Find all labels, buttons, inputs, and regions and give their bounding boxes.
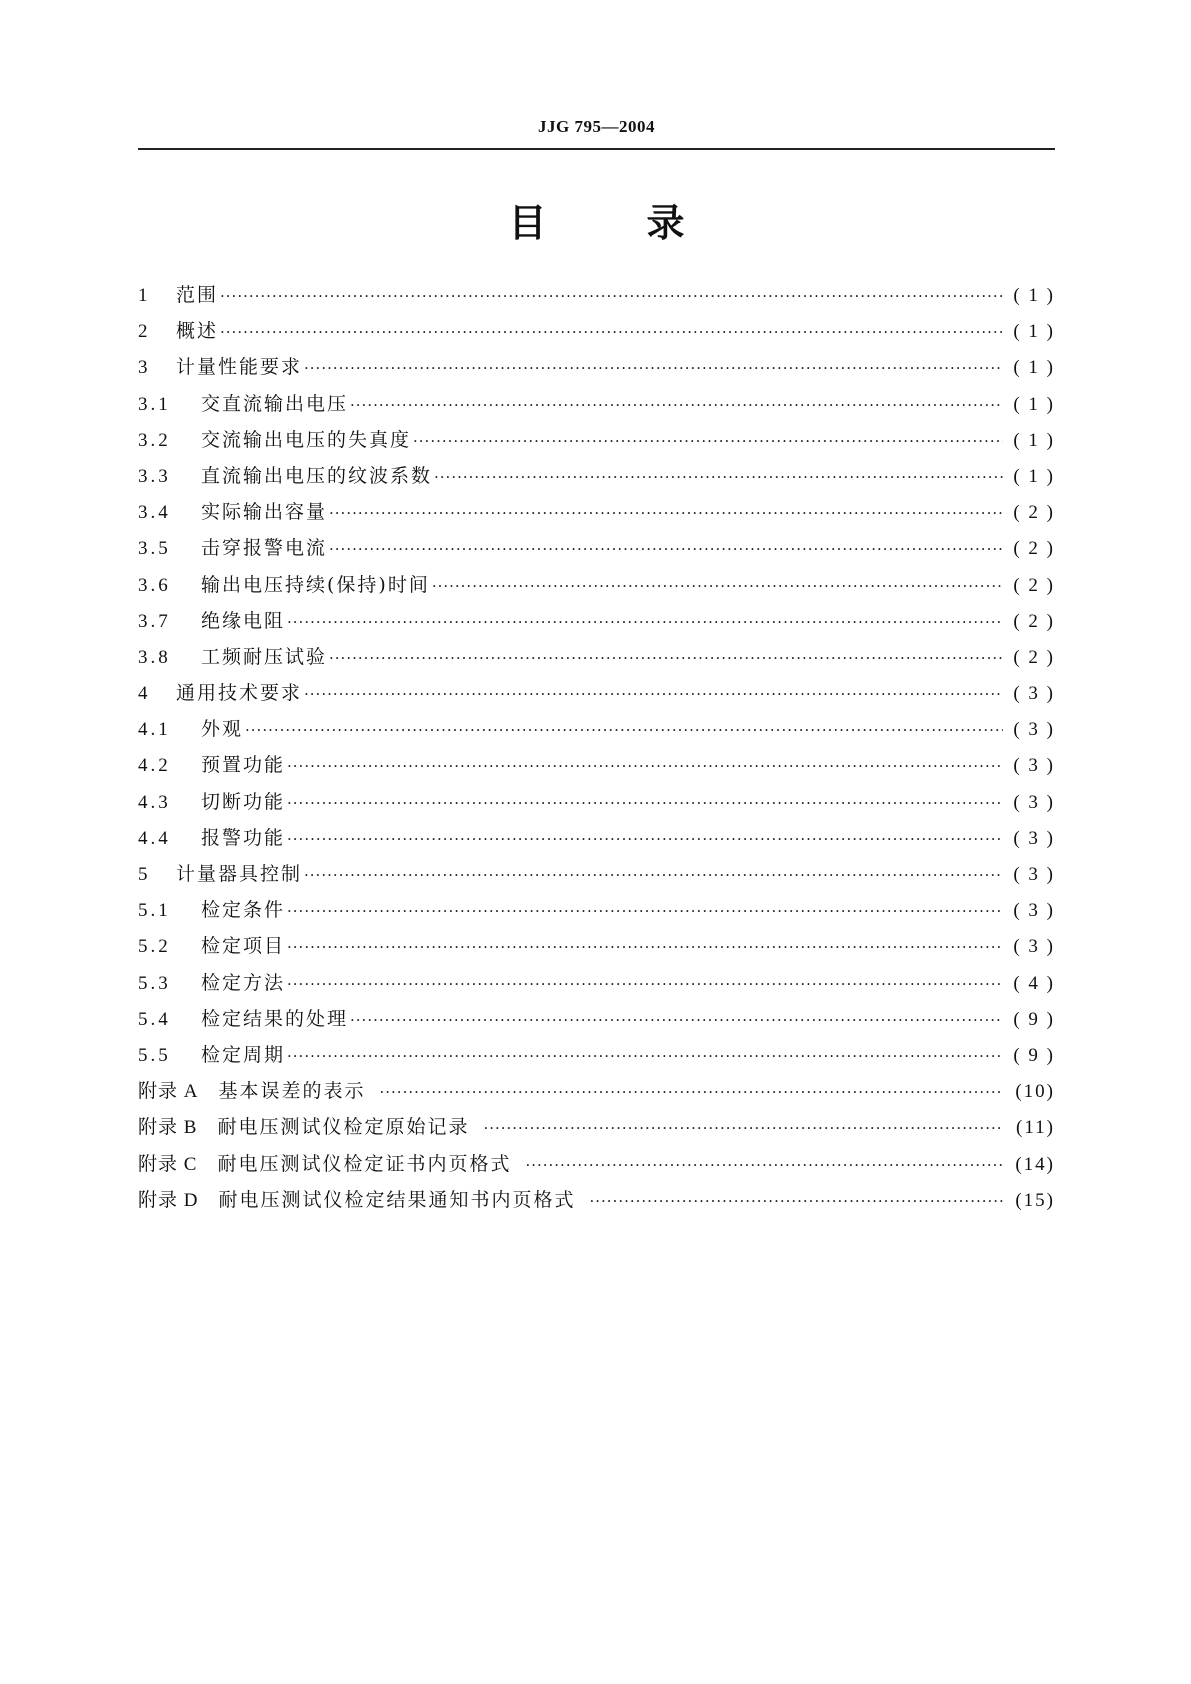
toc-leader-dots: [525, 1147, 1003, 1183]
toc-entry-label: 检定结果的处理: [201, 1007, 349, 1030]
toc-leader-dots: [350, 1002, 1003, 1038]
toc-leader-dots: [304, 350, 1003, 386]
toc-entry-page: ( 3 ): [1013, 827, 1055, 849]
toc-entry-number: 4.1: [138, 719, 171, 741]
toc-entry-page: ( 3 ): [1013, 755, 1055, 777]
toc-entry[interactable]: [138, 892, 1055, 928]
toc-entry-page: ( 3 ): [1013, 791, 1055, 813]
toc-entry-number: 附录 A: [138, 1081, 199, 1103]
toc-entry-label: 绝缘电阻: [201, 609, 286, 632]
toc-entry[interactable]: [138, 422, 1055, 458]
toc-entry-number: 5.2: [138, 936, 171, 958]
toc-entry-page: ( 4 ): [1013, 972, 1055, 994]
toc-entry[interactable]: [138, 928, 1055, 964]
toc-entry[interactable]: [138, 747, 1055, 783]
toc-entry-label: 输出电压持续(保持)时间: [201, 573, 430, 596]
toc-leader-dots: [287, 1038, 1003, 1074]
toc-entry-page: ( 2 ): [1013, 610, 1055, 632]
toc-leader-dots: [483, 1110, 1003, 1146]
toc-entry-page: ( 1 ): [1013, 357, 1055, 379]
toc-leader-dots: [287, 929, 1003, 965]
toc-entry-page: ( 3 ): [1013, 864, 1055, 885]
toc-entry-page: ( 3 ): [1013, 683, 1055, 705]
toc-entry[interactable]: [138, 784, 1055, 820]
toc-entry-label: 实际输出容量: [201, 501, 328, 524]
toc-entry-page: ( 1 ): [1013, 465, 1055, 487]
toc-entry-number: 3.2: [138, 429, 171, 451]
toc-entry-label: 击穿报警电流: [201, 537, 328, 560]
toc-entry-page: ( 2 ): [1013, 646, 1055, 668]
toc-entry-page: (10): [1015, 1081, 1055, 1103]
toc-entry-page: ( 2 ): [1013, 538, 1055, 560]
toc-leader-dots: [432, 568, 1003, 604]
toc-leader-dots: [380, 1074, 1004, 1110]
toc-leader-dots: [287, 604, 1003, 640]
toc-entry-number: 附录 B: [138, 1117, 198, 1139]
toc-leader-dots: [287, 893, 1003, 929]
toc-entry[interactable]: [138, 675, 1055, 711]
toc-entry-number: 4.3: [138, 791, 171, 813]
toc-entry-number: 3.4: [138, 502, 171, 524]
toc-entry-appendix[interactable]: [138, 1182, 1055, 1218]
toc-entry-label: 通用技术要求: [176, 682, 303, 705]
toc-entry-number: 3.3: [138, 465, 171, 487]
toc-leader-dots: [329, 640, 1003, 676]
toc-title: [138, 192, 1055, 247]
toc-entry-label: 检定方法: [201, 971, 286, 994]
page-header: [138, 117, 1055, 137]
toc-entry-label: 外观: [201, 718, 244, 741]
toc-entry[interactable]: [138, 965, 1055, 1001]
header-rule: [138, 148, 1055, 150]
toc-entry-page: ( 2 ): [1013, 502, 1055, 524]
toc-entry-number: 2: [138, 321, 151, 343]
toc-entry-page: ( 1 ): [1013, 393, 1055, 415]
toc-entry-page: (11): [1016, 1117, 1055, 1139]
toc-entry-number: 5: [138, 864, 151, 885]
toc-entry-label: 计量器具控制: [176, 863, 303, 885]
toc-entry[interactable]: [138, 1001, 1055, 1037]
toc-entry[interactable]: [138, 386, 1055, 422]
toc-entry-label: 范围: [176, 284, 219, 306]
toc-entry-page: ( 9 ): [1013, 1008, 1055, 1030]
toc-entry-number: 3.6: [138, 574, 171, 596]
toc-entry-page: (15): [1015, 1189, 1055, 1211]
toc-leader-dots: [287, 748, 1003, 784]
toc-leader-dots: [350, 387, 1003, 423]
toc-entry-number: 4: [138, 683, 151, 705]
toc-entry-page: ( 3 ): [1013, 900, 1055, 922]
toc-leader-dots: [287, 785, 1003, 821]
toc-entry-number: 附录 D: [138, 1189, 199, 1211]
toc-list: [138, 277, 1055, 1218]
toc-entry-appendix[interactable]: [138, 1109, 1055, 1145]
toc-leader-dots: [220, 278, 1003, 314]
toc-leader-dots: [287, 821, 1003, 857]
toc-entry-label: 检定周期: [201, 1043, 286, 1066]
toc-leader-dots: [329, 531, 1003, 567]
toc-entry[interactable]: [138, 820, 1055, 856]
toc-entry-label: 直流输出电压的纹波系数: [201, 464, 433, 487]
toc-entry-label: 切断功能: [201, 790, 286, 813]
toc-leader-dots: [413, 423, 1003, 459]
toc-leader-dots: [329, 495, 1003, 531]
toc-entry-page: ( 1 ): [1013, 429, 1055, 451]
toc-entry-label: 计量性能要求: [176, 356, 303, 379]
toc-leader-dots: [304, 857, 1003, 893]
toc-entry-appendix[interactable]: [138, 1146, 1055, 1182]
toc-entry-number: 5.1: [138, 900, 171, 922]
toc-entry-label: 概述: [176, 320, 219, 343]
toc-entry[interactable]: [138, 856, 1055, 892]
toc-entry-page: ( 3 ): [1013, 936, 1055, 958]
toc-entry-number: 5.5: [138, 1044, 171, 1066]
toc-entry-number: 4.4: [138, 827, 171, 849]
toc-entry-label: 预置功能: [201, 754, 286, 777]
toc-entry-number: 3.7: [138, 610, 171, 632]
toc-entry[interactable]: [138, 277, 1055, 313]
toc-entry-label: 检定项目: [201, 935, 286, 958]
toc-entry[interactable]: [138, 639, 1055, 675]
toc-entry-label: 耐电压测试仪检定结果通知书内页格式: [218, 1188, 576, 1211]
toc-leader-dots: [220, 314, 1003, 350]
toc-entry-page: ( 1 ): [1013, 321, 1055, 343]
toc-entry-number: 5.3: [138, 972, 171, 994]
toc-entry-label: 耐电压测试仪检定原始记录: [217, 1116, 470, 1139]
toc-entry[interactable]: [138, 603, 1055, 639]
toc-entry-page: ( 9 ): [1013, 1044, 1055, 1066]
toc-entry-number: 3.1: [138, 393, 171, 415]
toc-entry-page: ( 3 ): [1013, 719, 1055, 741]
toc-entry-number: 3: [138, 357, 151, 379]
toc-entry-appendix[interactable]: [138, 1073, 1055, 1109]
toc-leader-dots: [304, 676, 1003, 712]
toc-entry-number: 3.5: [138, 538, 171, 560]
toc-entry-number: 5.4: [138, 1008, 171, 1030]
toc-entry[interactable]: [138, 458, 1055, 494]
toc-entry-label: 报警功能: [201, 826, 286, 849]
toc-entry-page: ( 2 ): [1013, 574, 1055, 596]
toc-entry[interactable]: [138, 494, 1055, 530]
toc-leader-dots: [245, 712, 1003, 748]
toc-entry-number: 3.8: [138, 646, 171, 668]
toc-entry[interactable]: [138, 313, 1055, 349]
toc-entry[interactable]: [138, 711, 1055, 747]
toc-entry[interactable]: [138, 1037, 1055, 1073]
toc-entry-number: 1: [138, 285, 151, 306]
toc-leader-dots: [590, 1183, 1004, 1219]
toc-leader-dots: [287, 966, 1003, 1002]
toc-entry[interactable]: [138, 349, 1055, 385]
toc-entry[interactable]: [138, 567, 1055, 603]
toc-entry-page: ( 1 ): [1013, 285, 1055, 306]
toc-entry[interactable]: [138, 530, 1055, 566]
toc-leader-dots: [434, 459, 1003, 495]
toc-entry-number: 4.2: [138, 755, 171, 777]
toc-entry-label: 交流输出电压的失真度: [201, 428, 412, 451]
standard-code: JJG 795—2004: [538, 117, 655, 136]
toc-title-char-1: 目: [508, 201, 547, 245]
toc-entry-number: 附录 C: [138, 1153, 198, 1175]
toc-entry-label: 交直流输出电压: [201, 392, 349, 415]
toc-entry-label: 耐电压测试仪检定证书内页格式: [217, 1152, 512, 1175]
toc-entry-label: 基本误差的表示: [218, 1080, 366, 1103]
toc-title-char-2: 录: [646, 201, 685, 245]
toc-entry-label: 工频耐压试验: [201, 645, 328, 668]
toc-entry-label: 检定条件: [201, 899, 286, 922]
toc-entry-page: (14): [1015, 1153, 1055, 1175]
